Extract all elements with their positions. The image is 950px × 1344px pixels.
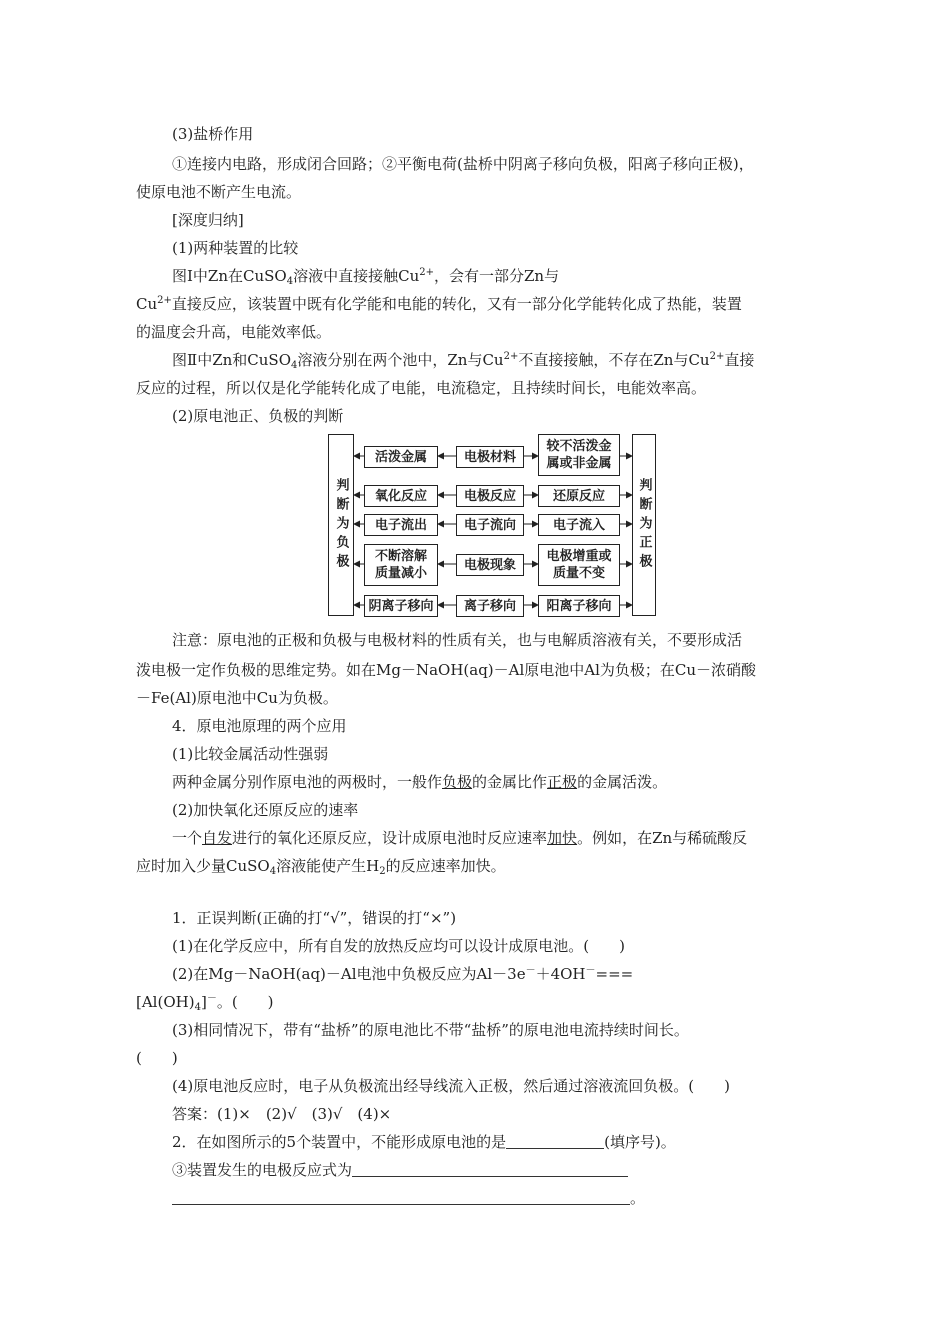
rate-paragraph-line2: 应时加入少量CuSO$_4$溶液能使产生$H_2$的反应速率加快。 (136, 857, 506, 877)
left-cell-row2: 氧化反应 (364, 485, 438, 507)
paragraph-salt-bridge-line2: 使原电池不断产生电流。 (136, 183, 302, 201)
note-line2: 泼电极一定作负极的思维定势。如在Mg－NaOH(aq)－Al原电池中Al为负极；在Cu－浓硝酸 (136, 661, 757, 679)
left-cell-row4: 不断溶解质量减小 (364, 544, 438, 586)
answer-blank-3[interactable] (172, 1190, 630, 1205)
exercise1-item4: (4)原电池反应时，电子从负极流出经导线流入正极，然后通过溶液流回负极。( ) (172, 1077, 730, 1095)
mid-cell-row2: 电极反应 (456, 485, 524, 507)
electrode-judgment-diagram (326, 432, 656, 620)
exercise1-heading: 1．正误判断(正确的打“√”，错误的打“×”) (172, 909, 457, 927)
exercise1-item1: (1)在化学反应中，所有自发的放热反应均可以设计成原电池。( ) (172, 937, 625, 955)
fig2-paragraph-line2: 反应的过程，所以仅是化学能转化成了电能，电流稳定，且持续时间长，电能效率高。 (136, 379, 707, 397)
right-cell-row1: 较不活泼金属或非金属 (538, 434, 620, 476)
note-line1: 注意：原电池的正极和负极与电极材料的性质有关，也与电解质溶液有关，不要形成活 (172, 631, 743, 649)
right-cell-row5: 阳离子移向 (538, 595, 620, 617)
fig1-paragraph-line2: $Cu^{2+}$直接反应，该装置中既有化学能和电能的转化，又有一部分化学能转化成了热能，装置 (136, 295, 742, 313)
positive-electrode-label: 判断为正极 (636, 477, 652, 573)
fig1-paragraph-line3: 的温度会升高，电能效率低。 (136, 323, 332, 341)
mid-cell-row1: 电极材料 (456, 446, 524, 468)
exercise2-line2: ③装置发生的电极反应式为 (172, 1160, 628, 1180)
mid-cell-row5: 离子移向 (456, 595, 524, 617)
negative-electrode-label: 判断为负极 (333, 477, 349, 573)
activity-compare-heading: (1)比较金属活动性强弱 (172, 745, 329, 763)
electrode-judgment-heading: (2)原电池正、负极的判断 (172, 407, 344, 425)
note-line3: －Fe(Al)原电池中Cu为负极。 (136, 689, 338, 707)
left-cell-row3: 电子流出 (364, 514, 438, 536)
right-cell-row4: 电极增重或质量不变 (538, 544, 620, 586)
mid-cell-row3: 电子流向 (456, 514, 524, 536)
paragraph-salt-bridge-line1: ①连接内电路，形成闭合回路；②平衡电荷(盐桥中阴离子移向负极，阳离子移向正极)， (172, 155, 754, 173)
exercise1-item2-line2: $[Al(OH)_4]^-$。( ) (136, 993, 274, 1013)
answer-blank-1[interactable] (506, 1134, 604, 1149)
section-heading-salt-bridge: (3)盐桥作用 (172, 125, 254, 143)
left-cell-row5: 阴离子移向 (364, 595, 438, 617)
rate-paragraph-line1: 一个自发进行的氧化还原反应，设计成原电池时反应速率加快。例如，在Zn与稀硫酸反 (172, 829, 748, 847)
comparison-heading: (1)两种装置的比较 (172, 239, 299, 257)
activity-compare-paragraph: 两种金属分别作原电池的两极时，一般作负极的金属比作正极的金属活泼。 (172, 773, 668, 791)
fig1-paragraph-line1: 图Ⅰ中Zn在CuSO$_4$溶液中直接接触$Cu^{2+}$，会有一部分Zn与 (172, 267, 560, 287)
positive-electrode-label-box (632, 434, 656, 616)
left-cell-row1: 活泼金属 (364, 446, 438, 468)
exercise1-item3-line1: (3)相同情况下，带有“盐桥”的原电池比不带“盐桥”的原电池电流持续时间长。 (172, 1021, 689, 1039)
right-cell-row2: 还原反应 (538, 485, 620, 507)
applications-heading: 4．原电池原理的两个应用 (172, 717, 347, 735)
exercise2-line3: 。 (172, 1188, 645, 1208)
right-cell-row3: 电子流入 (538, 514, 620, 536)
exercise2-question: 2．在如图所示的5个装置中，不能形成原电池的是 (填序号)。 (172, 1133, 676, 1151)
exercise1-item3-line2: ( ) (136, 1049, 178, 1067)
fig2-paragraph-line1: 图Ⅱ中Zn和CuSO$_4$溶液分别在两个池中，Zn与$Cu^{2+}$不直接接触，不存在Zn与$Cu^{2+}$直接 (172, 351, 755, 371)
exercise1-item2-line1: (2)在Mg－NaOH(aq)－Al电池中负极反应为Al－3e－＋4OH－=== (172, 965, 634, 983)
deep-summary-heading: [深度归纳] (172, 211, 244, 229)
rate-heading: (2)加快氧化还原反应的速率 (172, 801, 359, 819)
answer-blank-2[interactable] (352, 1162, 628, 1177)
exercise1-answer: 答案：(1)× (2)√ (3)√ (4)× (172, 1105, 392, 1123)
mid-cell-row4: 电极现象 (456, 554, 524, 576)
negative-electrode-label-box (328, 434, 354, 616)
